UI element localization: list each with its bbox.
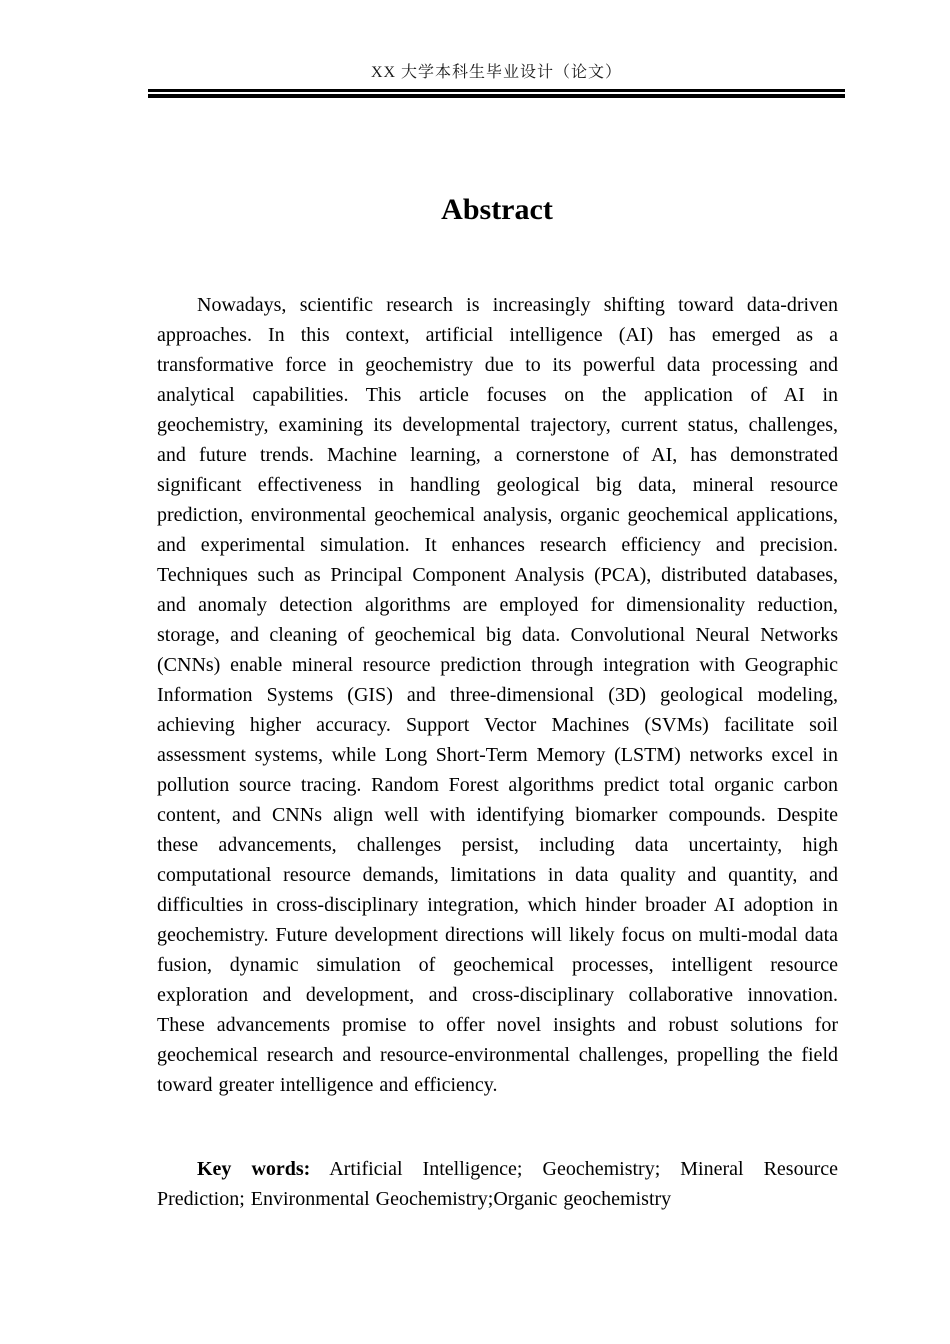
header-double-rule [148,89,845,98]
header-rule-bottom [148,94,845,98]
abstract-paragraph: Nowadays, scientific research is increasingly shifting toward data-driven approaches. In this context, artificial intelligence (AI) has emerged as a transformative force in geochemistry due to its powerful data processing and analytical capabilities. This article focuses on the application of AI in geochemistry, examining its developmental trajectory, current status, challenges, and future trends. Machine learning, a cornerstone of AI, has demonstrated significant effectiveness in handling geological big data, mineral resource prediction, environmental geochemical analysis, organic geochemical applications, and experimental simulation. It enhances research efficiency and precision. Techniques such as Principal Component Analysis (PCA), distributed databases, and anomaly detection algorithms are employed for dimensionality reduction, storage, and cleaning of geochemical big data. Convolutional Neural Networks (CNNs) enable mineral resource prediction through integration with Geographic Information Systems (GIS) and three-dimensional (3D) geological modeling, achieving higher accuracy. Support Vector Machines (SVMs) facilitate soil assessment systems, while Long Short-Term Memory (LSTM) networks excel in pollution source tracing. Random Forest algorithms predict total organic carbon content, and CNNs align well with identifying biomarker compounds. Despite these advancements, challenges persist, including data uncertainty, high computational resource demands, limitations in data quality and quantity, and difficulties in cross-disciplinary integration, which hinder broader AI adoption in geochemistry. Future development directions will likely focus on multi-modal data fusion, dynamic simulation of geochemical processes, intelligent resource exploration and development, and cross-disciplinary collaborative innovation. These advancements promise to offer novel insights and robust solutions for geochemical research and resource-environmental challenges, propelling the field toward greater intelligence and efficiency. [157,294,838,1096]
page-header [148,62,845,98]
keywords-paragraph [157,1154,838,1214]
keywords-text: Artificial Intelligence; Geochemistry; Mineral Resource Prediction; Environmental Geochemistry;Organic geochemistry [157,1158,838,1210]
header-title: XX 大学本科生毕业设计（论文） [370,64,623,81]
keywords-label: Key words: [197,1158,311,1180]
abstract-title: Abstract [441,193,553,226]
